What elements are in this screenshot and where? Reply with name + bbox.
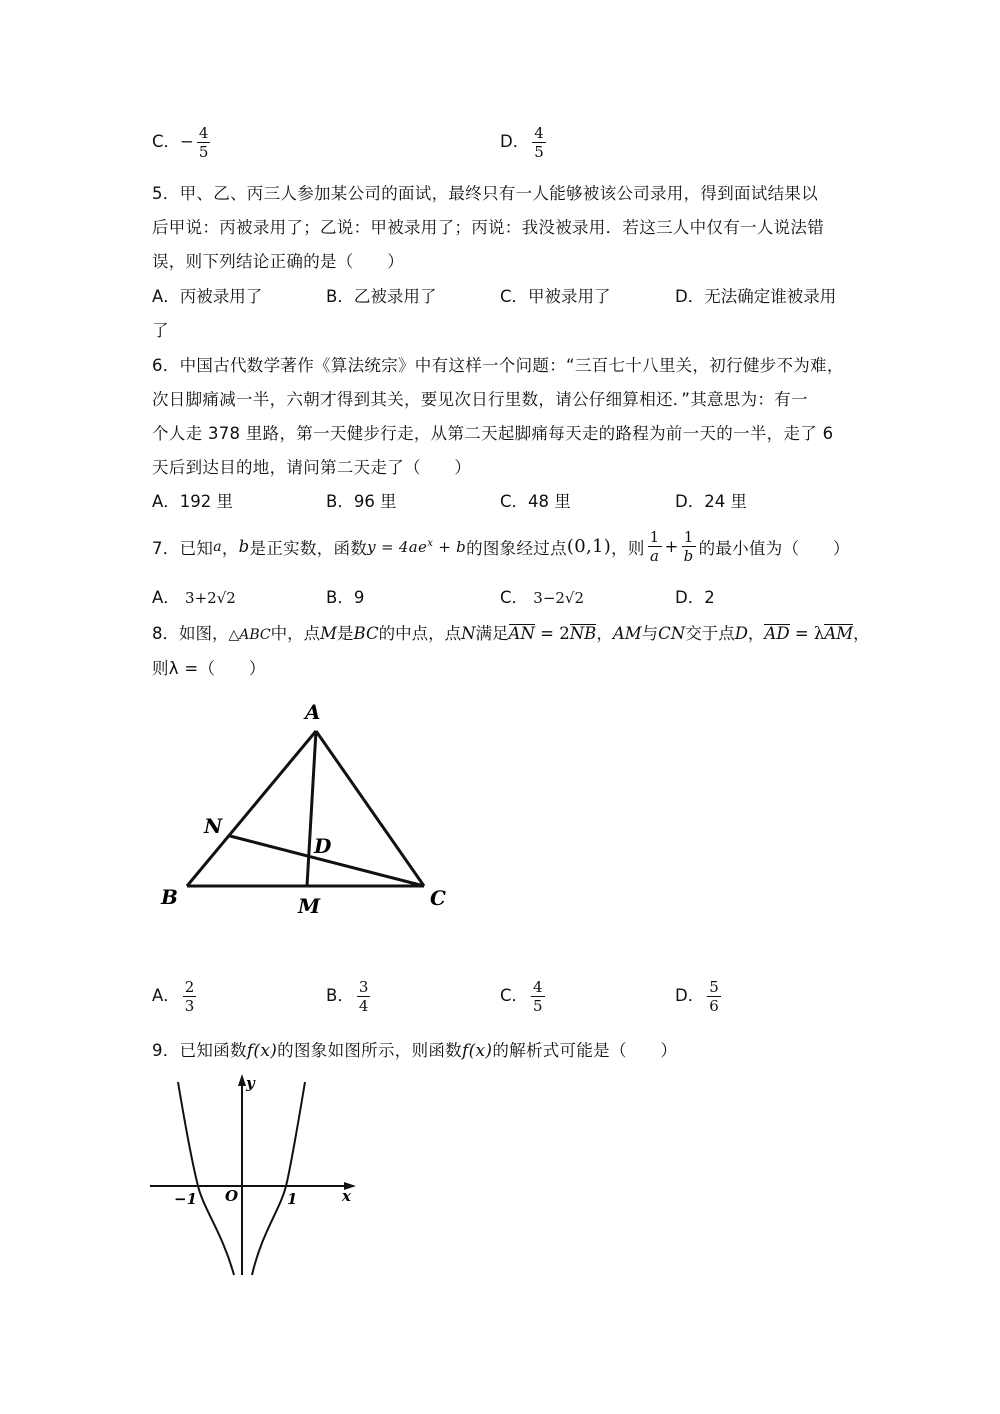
triangle-figure bbox=[150, 695, 460, 925]
option-value: 3−2√2 bbox=[533, 589, 585, 607]
fraction bbox=[531, 978, 545, 1015]
point-n: N bbox=[461, 624, 476, 643]
q7-option-a[interactable] bbox=[152, 584, 236, 608]
text: 中，点 bbox=[270, 624, 321, 643]
q8-option-c[interactable] bbox=[500, 978, 548, 1015]
option-label: A． bbox=[152, 588, 180, 607]
curve-right bbox=[252, 1082, 305, 1275]
denominator: 5 bbox=[533, 997, 543, 1015]
side-ab bbox=[187, 731, 316, 886]
text: + b bbox=[433, 537, 467, 556]
option-label: D． bbox=[675, 986, 705, 1005]
text: 满足 bbox=[475, 624, 509, 643]
vector-am: AM bbox=[824, 624, 854, 643]
q5-option-c[interactable]: C．甲被录用了 bbox=[500, 287, 611, 306]
q8-option-a[interactable] bbox=[152, 978, 199, 1015]
q6-line-3: 个人走 378 里路，第一天健步行走，从第二天起脚痛每天走的路程为前一天的一半，走了 6 bbox=[152, 424, 834, 443]
vector-nb: NB bbox=[569, 624, 597, 643]
option-label: C． bbox=[500, 588, 529, 607]
q5-line-3: 误，则下列结论正确的是（ ） bbox=[152, 252, 404, 271]
denominator: a bbox=[649, 547, 660, 565]
label-neg-one: −1 bbox=[174, 1190, 198, 1208]
option-label: D． bbox=[500, 132, 530, 151]
q5-line-2: 后甲说：丙被录用了；乙说：甲被录用了；丙说：我没被录用．若这三人中仅有一人说法错 bbox=[152, 218, 824, 237]
q6-option-a[interactable]: A．192 里 bbox=[152, 492, 234, 511]
numerator: 4 bbox=[534, 124, 544, 142]
q6-option-b[interactable]: B．96 里 bbox=[326, 492, 397, 511]
q8-option-b[interactable] bbox=[326, 978, 373, 1015]
q6-line-1: 6．中国古代数学著作《算法统宗》中有这样一个问题：“三百七十八里关，初行健步不为难， bbox=[152, 356, 844, 375]
q5-option-b[interactable]: B．乙被录用了 bbox=[326, 287, 437, 306]
text: 9．已知函数 bbox=[152, 1041, 247, 1060]
q4-option-d[interactable] bbox=[500, 124, 549, 161]
numerator: 1 bbox=[683, 528, 694, 546]
numerator: 4 bbox=[198, 124, 209, 142]
vector-an: AN bbox=[508, 624, 535, 643]
exponent: x bbox=[427, 537, 434, 549]
minus-sign: − bbox=[180, 132, 194, 151]
option-label: C． bbox=[152, 132, 181, 151]
segment-cn: CN bbox=[658, 624, 686, 643]
text: y = 4ae bbox=[367, 537, 428, 556]
function-f: f(x) bbox=[246, 1041, 278, 1061]
fraction bbox=[707, 978, 721, 1015]
plus-sign: + bbox=[664, 537, 679, 556]
option-value: 3+2√2 bbox=[185, 589, 236, 607]
denominator: b bbox=[683, 547, 694, 565]
text: 交于点 bbox=[685, 624, 735, 643]
point-d: D bbox=[734, 624, 748, 643]
function-expression bbox=[367, 538, 466, 556]
text: ， bbox=[596, 624, 613, 643]
text: 的图象如图所示，则函数 bbox=[277, 1041, 462, 1060]
text: 的图象经过点 bbox=[466, 538, 567, 558]
q5-option-d-continued: 了 bbox=[152, 321, 169, 340]
numerator: 3 bbox=[358, 978, 369, 996]
denominator: 5 bbox=[198, 143, 209, 161]
text: ， bbox=[853, 624, 870, 643]
fraction bbox=[197, 124, 211, 161]
option-label: A． bbox=[152, 986, 180, 1005]
numerator: 2 bbox=[184, 978, 195, 996]
q6-line-2: 次日脚痛减一半，六朝才得到其关，要见次日行里数，请公仔细算相还．”其意思为：有一 bbox=[152, 390, 808, 409]
q8-stem bbox=[152, 620, 870, 644]
q7-stem bbox=[152, 528, 850, 565]
text: 与 bbox=[641, 624, 659, 643]
fraction bbox=[532, 124, 546, 161]
q7-option-d[interactable]: D．2 bbox=[675, 588, 715, 607]
label-origin: O bbox=[225, 1187, 239, 1205]
curve-left bbox=[178, 1082, 234, 1275]
option-label: B． bbox=[326, 986, 354, 1005]
label-a: A bbox=[305, 700, 321, 724]
text: = 2 bbox=[534, 624, 570, 643]
q4-option-c[interactable] bbox=[152, 124, 213, 161]
numerator: 1 bbox=[649, 528, 660, 546]
numerator: 5 bbox=[709, 978, 719, 996]
q5-option-a[interactable]: A．丙被录用了 bbox=[152, 287, 263, 306]
fraction bbox=[183, 978, 197, 1015]
denominator: 6 bbox=[709, 997, 719, 1015]
label-d: D bbox=[314, 834, 332, 858]
denominator: 5 bbox=[534, 143, 544, 161]
point-m: M bbox=[320, 624, 338, 643]
q5-line-1: 5．甲、乙、丙三人参加某公司的面试，最终只有一人能够被该公司录用，得到面试结果以 bbox=[152, 184, 818, 203]
var-b: b bbox=[238, 537, 250, 556]
numerator: 4 bbox=[533, 978, 543, 996]
label-c: C bbox=[430, 886, 446, 910]
text: ， bbox=[747, 624, 765, 643]
q7-option-c[interactable] bbox=[500, 584, 584, 608]
text: 7．已知 bbox=[152, 538, 214, 558]
var-a: a bbox=[213, 538, 222, 555]
y-axis-arrow-icon bbox=[238, 1074, 246, 1086]
text: 是 bbox=[337, 624, 354, 643]
text: 的中点，点 bbox=[378, 624, 462, 643]
fraction bbox=[682, 528, 696, 565]
q8-line-2: 则λ =（ ） bbox=[152, 659, 266, 678]
text: = λ bbox=[789, 624, 825, 643]
vector-ad: AD bbox=[764, 624, 790, 643]
label-n: N bbox=[204, 814, 223, 838]
label-y: y bbox=[246, 1074, 255, 1092]
function-f: f(x) bbox=[461, 1041, 493, 1061]
text: ， bbox=[221, 538, 239, 558]
q6-option-c[interactable]: C．48 里 bbox=[500, 492, 571, 511]
q7-option-b[interactable]: B．9 bbox=[326, 588, 365, 607]
denominator: 4 bbox=[358, 997, 369, 1015]
q6-line-4: 天后到达目的地，请问第二天走了（ ） bbox=[152, 458, 472, 477]
text: ，则 bbox=[611, 538, 645, 558]
text: 是正实数，函数 bbox=[249, 538, 368, 558]
q6-option-d[interactable]: D．24 里 bbox=[675, 492, 747, 511]
fraction bbox=[648, 528, 662, 565]
label-pos-one: 1 bbox=[287, 1190, 298, 1208]
text: 8．如图， bbox=[152, 624, 229, 643]
label-b: B bbox=[161, 885, 178, 909]
segment-am-line bbox=[307, 731, 316, 886]
segment-am: AM bbox=[612, 624, 642, 643]
label-m: M bbox=[298, 894, 321, 918]
q5-option-d[interactable]: D．无法确定谁被录用 bbox=[675, 287, 837, 306]
point: (0,1) bbox=[566, 536, 612, 557]
option-label: C． bbox=[500, 986, 529, 1005]
segment-bc: BC bbox=[353, 624, 379, 643]
label-x: x bbox=[342, 1187, 351, 1205]
text: 的最小值为（ ） bbox=[698, 538, 850, 558]
triangle-abc: △ABC bbox=[228, 627, 271, 643]
q8-option-d[interactable] bbox=[675, 978, 724, 1015]
function-graph bbox=[150, 1070, 365, 1280]
text: 的解析式可能是（ ） bbox=[492, 1041, 678, 1060]
fraction bbox=[357, 978, 371, 1015]
denominator: 3 bbox=[184, 997, 195, 1015]
q9-stem bbox=[152, 1037, 677, 1061]
